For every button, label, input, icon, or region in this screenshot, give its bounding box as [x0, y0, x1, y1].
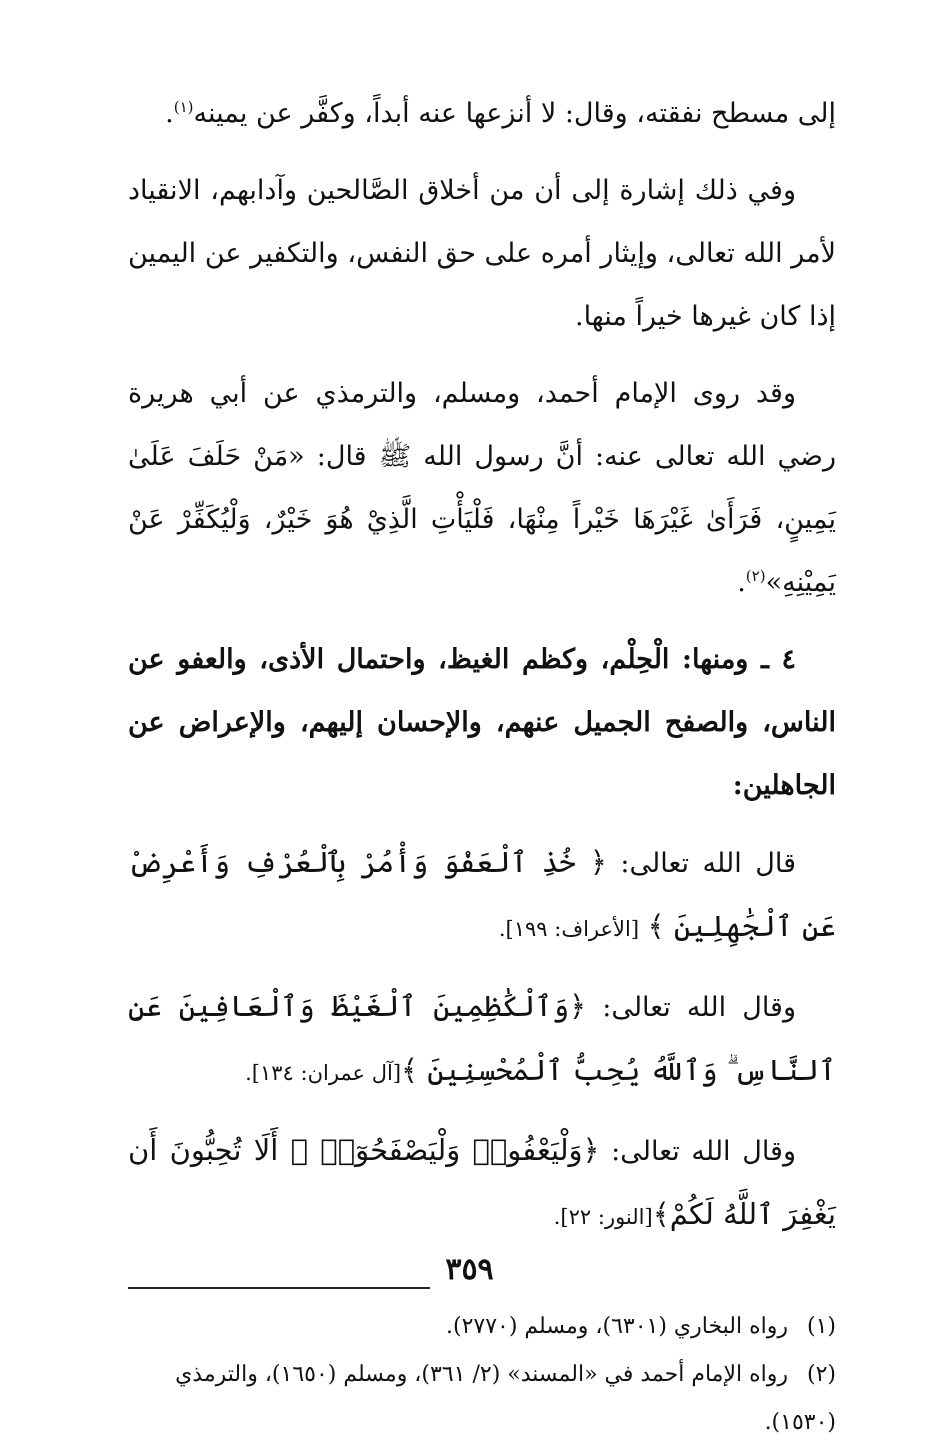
- footnote-1-number: (١): [806, 1314, 836, 1339]
- verse-2-intro: وقال الله تعالى:: [586, 992, 796, 1023]
- verse-1-ref: [الأعراف: ١٩٩].: [498, 917, 640, 941]
- paragraph-3-text: وقد روى الإمام أحمد، ومسلم، والترمذي عن أبي هريرة رضي الله تعالى عنه: أنَّ رسول الله ﷺ قال: «مَنْ حَلَفَ عَلَىٰ يَمِينٍ، فَرَأَىٰ غَيْرَهَا خَيْراً مِنْهَا، فَلْيَأْتِ الَّذِيْ هُوَ خَيْرٌ، وَلْيُكَفِّرْ عَنْ يَمِيْنِهِ»: [128, 378, 836, 598]
- footnote-divider: [128, 1287, 430, 1289]
- paragraph-1-text: إلى مسطح نفقته، وقال: لا أنزعها عنه أبداً، وكفَّر عن يمينه: [193, 98, 836, 129]
- paragraph-3: [128, 362, 836, 614]
- footnote-2: [128, 1351, 836, 1447]
- page-number: ٣٥٩: [445, 1252, 494, 1287]
- paragraph-1-tail: .: [165, 98, 174, 129]
- paragraph-2: [128, 159, 836, 348]
- footnote-ref-2[interactable]: (٢): [745, 567, 766, 585]
- footnote-2-text: رواه الإمام أحمد في «المسند» (٢/ ٣٦١)، ومسلم (١٦٥٠)، والترمذي (١٥٣٠).: [175, 1362, 836, 1435]
- verse-2-ref: [آل عمران: ١٣٤].: [245, 1061, 402, 1085]
- footnotes: [128, 1303, 836, 1447]
- verse-3-text: ﴿وَلْيَعْفُوا۟ وَلْيَصْفَحُوٓا۟ ۗ أَلَا تُحِبُّونَ أَن يَغْفِرَ ٱللَّهُ لَكُمْ﴾: [128, 1133, 836, 1231]
- footnote-ref-1[interactable]: (١): [173, 98, 194, 116]
- section-heading-text: ٤ ـ ومنها: الْحِلْم، وكظم الغيظ، واحتمال الأذى، والعفو عن الناس، والصفح الجميل عنهم، والإحسان إليهم، والإعراض عن الجاهلين:: [128, 644, 836, 801]
- verse-block-2: [128, 975, 836, 1105]
- paragraph-2-text: وفي ذلك إشارة إلى أن من أخلاق الصَّالحين وآدابهم، الانقياد لأمر الله تعالى، وإيثار أمره على حق النفس، والتكفير عن اليمين إذا كان غيرها خيراً منها.: [128, 175, 836, 332]
- section-heading: [128, 628, 836, 817]
- verse-3-ref: [النور: ٢٢].: [553, 1205, 653, 1229]
- footnote-1: [128, 1303, 836, 1351]
- verse-block-3: [128, 1119, 836, 1249]
- verse-block-1: [128, 831, 836, 961]
- footnote-2-number: (٢): [806, 1362, 836, 1387]
- verse-2-text: ﴿وَٱلْكَٰظِمِينَ ٱلْغَيْظَ وَٱلْعَافِينَ عَنِ ٱلنَّاسِ ۗ وَٱللَّهُ يُحِبُّ ٱلْمُحْسِنِينَ ﴾: [128, 989, 836, 1087]
- verse-1-intro: قال الله تعالى:: [606, 848, 797, 879]
- footnote-1-text: رواه البخاري (٦٣٠١)، ومسلم (٢٧٧٠).: [446, 1314, 788, 1339]
- paragraph-3-tail: .: [737, 567, 746, 598]
- paragraph-1: [128, 82, 836, 145]
- verse-1-text: ﴿ خُذِ ٱلْعَفْوَ وَأْمُرْ بِٱلْعُرْفِ وَأَعْرِضْ عَنِ ٱلْجَٰهِلِينَ ﴾: [128, 845, 836, 943]
- verse-3-intro: وقال الله تعالى:: [599, 1136, 796, 1167]
